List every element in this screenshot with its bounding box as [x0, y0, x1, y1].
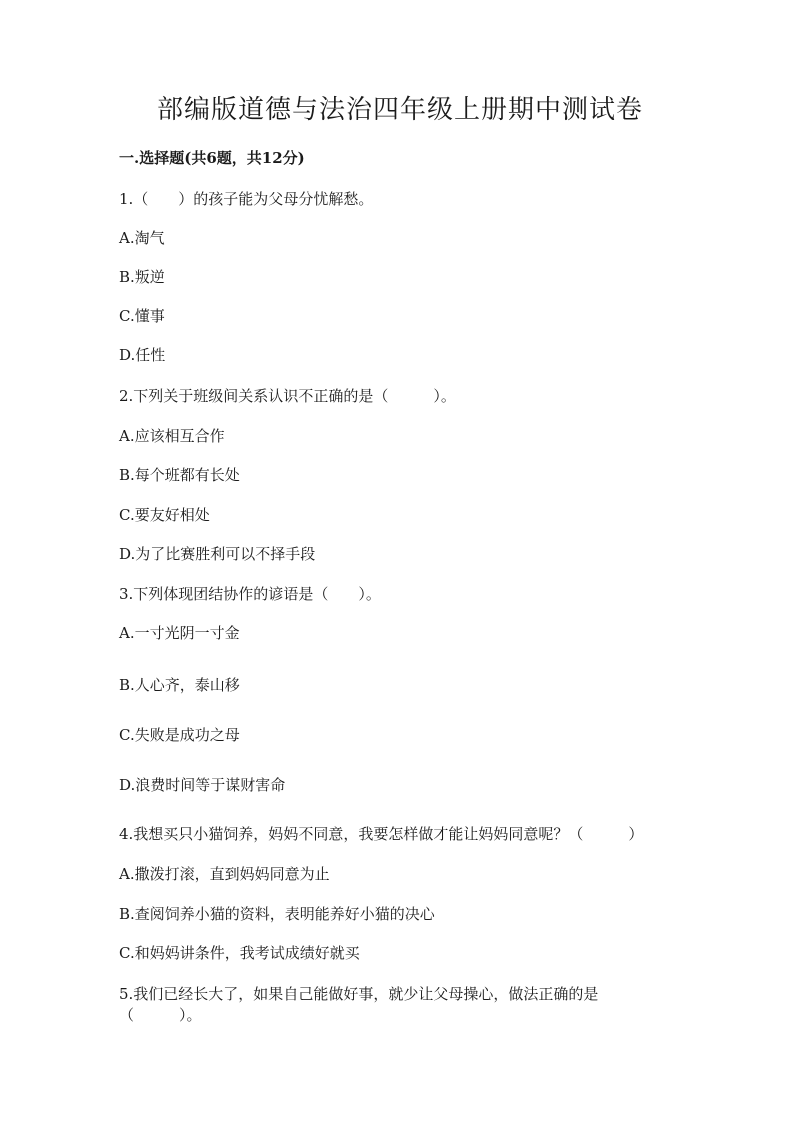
question-1-option-d: D.任性	[119, 346, 166, 364]
question-4-option-c: C.和妈妈讲条件，我考试成绩好就买	[119, 944, 360, 962]
question-2-option-b: B.每个班都有长处	[119, 466, 240, 484]
question-2-option-a: A.应该相互合作	[119, 427, 225, 445]
question-2-option-d: D.为了比赛胜利可以不择手段	[119, 545, 316, 563]
question-1-option-c: C.懂事	[119, 307, 165, 325]
page-title: 部编版道德与法治四年级上册期中测试卷	[156, 95, 643, 125]
question-3-stem: 3.下列体现团结协作的谚语是（ ）。	[119, 585, 381, 603]
question-4-option-a: A.撒泼打滚，直到妈妈同意为止	[119, 865, 330, 883]
question-1-option-b: B.叛逆	[119, 268, 165, 286]
question-4-stem: 4.我想买只小猫饲养，妈妈不同意，我要怎样做才能让妈妈同意呢？（ ）	[119, 825, 644, 843]
question-1-option-a: A.淘气	[119, 229, 165, 247]
question-2-stem: 2.下列关于班级间关系认识不正确的是（ ）。	[119, 387, 456, 405]
question-5-stem-line-2: （ ）。	[119, 1006, 202, 1024]
question-3-option-c: C.失败是成功之母	[119, 726, 240, 744]
question-3-option-a: A.一寸光阴一寸金	[119, 624, 240, 642]
question-2-option-c: C.要友好相处	[119, 506, 210, 524]
question-4-option-b: B.查阅饲养小猫的资料，表明能养好小猫的决心	[119, 905, 435, 923]
question-5-stem-line-1: 5.我们已经长大了，如果自己能做好事，就少让父母操心，做法正确的是	[119, 985, 599, 1003]
question-3-option-b: B.人心齐，泰山移	[119, 676, 240, 694]
section-heading: 一.选择题(共6题，共12分)	[119, 149, 305, 167]
question-3-option-d: D.浪费时间等于谋财害命	[119, 776, 286, 794]
question-1-stem: 1.（ ）的孩子能为父母分忧解愁。	[119, 190, 374, 208]
